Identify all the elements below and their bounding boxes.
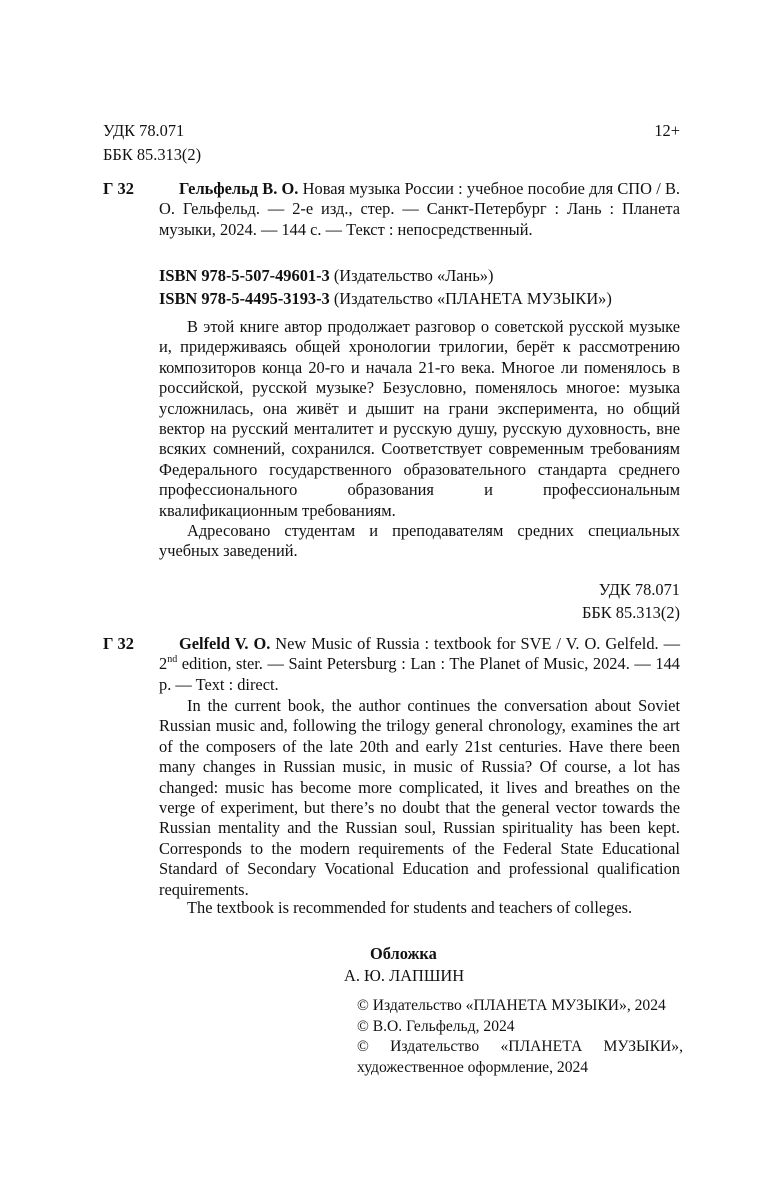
cover-artist: А. Ю. ЛАПШИН — [344, 966, 465, 985]
copyright-block — [357, 996, 683, 1078]
copyright-line: © В.О. Гельфельд, 2024 — [357, 1017, 515, 1035]
en-entry-code: Г 32 — [103, 634, 134, 653]
ru-entry-author: Гельфельд В. О. — [179, 179, 299, 198]
ru-entry-code: Г 32 — [103, 179, 134, 198]
ru-isbn-2-publisher: (Издательство «ПЛАНЕТА МУЗЫКИ») — [333, 289, 612, 308]
copyright-line: © Издательство «ПЛАНЕТА МУЗЫКИ», 2024 — [357, 997, 666, 1014]
udk-code: УДК 78.071 — [103, 121, 185, 140]
en-entry-author: Gelfeld V. O. — [179, 634, 271, 653]
en-audience: The textbook is recommended for students and teachers of colleges. — [187, 898, 633, 917]
bbk-code: ББК 85.313(2) — [103, 145, 202, 164]
ru-entry-citation-text: Новая музыка России : учебное пособие для СПО / В. О. Гельфельд. — 2-е изд., стер. — Санкт-Петербург : Лань : Планета музыки, 2024. — 144 с. — Текст : непосредственный. — [159, 179, 680, 239]
ru-isbn-1 — [159, 266, 493, 286]
ru-isbn-2 — [159, 289, 612, 309]
ru-isbn-2-number: ISBN 978-5-4495-3193-3 — [159, 289, 330, 308]
age-rating: 12+ — [654, 121, 680, 140]
cover-heading: Обложка — [370, 944, 437, 963]
udk-code-repeat: УДК 78.071 — [598, 580, 680, 599]
en-entry-citation — [159, 634, 680, 695]
copyright-line: © Издательство «ПЛАНЕТА МУЗЫКИ», художественное оформление, 2024 — [357, 1038, 683, 1076]
ru-isbn-1-publisher: (Издательство «Лань») — [333, 266, 494, 285]
ru-abstract: В этой книге автор продолжает разговор о советской русской музыке и, придерживаясь общей хронологии трилогии, берёт к рассмотрению композиторов конца 20-го и начала 21-го века. Многое ли поменялось в российской, русской музыке? Безусловно, поменялось многое: музыка усложнилась, она живёт и дышит на грани эксперимента, но общий вектор на русский менталитет и русскую душу, русскую духовность, вне всяких сомнений, сохранился. Соответствует современным требованиям Федерального государственного образовательного стандарта среднего профессионального образования и профессиональным квалификационным требованиям. — [159, 317, 680, 520]
en-abstract: In the current book, the author continues the conversation about Soviet Russian music and, following the trilogy general chronology, examines the art of the composers of the late 20th and early 21st centuries. Have there been many changes in Russian music, in music of Russia? Of course, a lot has changed: music has become more complicated, it lives and breathes on the verge of experiment, but there’s no doubt that the general vector towards the Russian mentality and the Russian soul, Russian spirituality has been kept. Corresponds to the modern requirements of the Federal State Educational Standard of Secondary Vocational Education and professional qualification requirements. — [159, 696, 680, 899]
en-entry-citation-text: New Music of Russia : textbook for SVE / V. O. Gelfeld. — 2nd edition, ster. — Saint Petersburg : Lan : The Planet of Music, 2024. — 144 p. — Text : direct. — [159, 634, 680, 694]
edition-superscript: nd — [167, 654, 178, 666]
ru-isbn-1-number: ISBN 978-5-507-49601-3 — [159, 266, 330, 285]
ru-entry-citation — [159, 179, 680, 240]
ru-audience: Адресовано студентам и преподавателям средних специальных учебных заведений. — [159, 521, 680, 561]
bbk-code-repeat: ББК 85.313(2) — [581, 603, 680, 622]
